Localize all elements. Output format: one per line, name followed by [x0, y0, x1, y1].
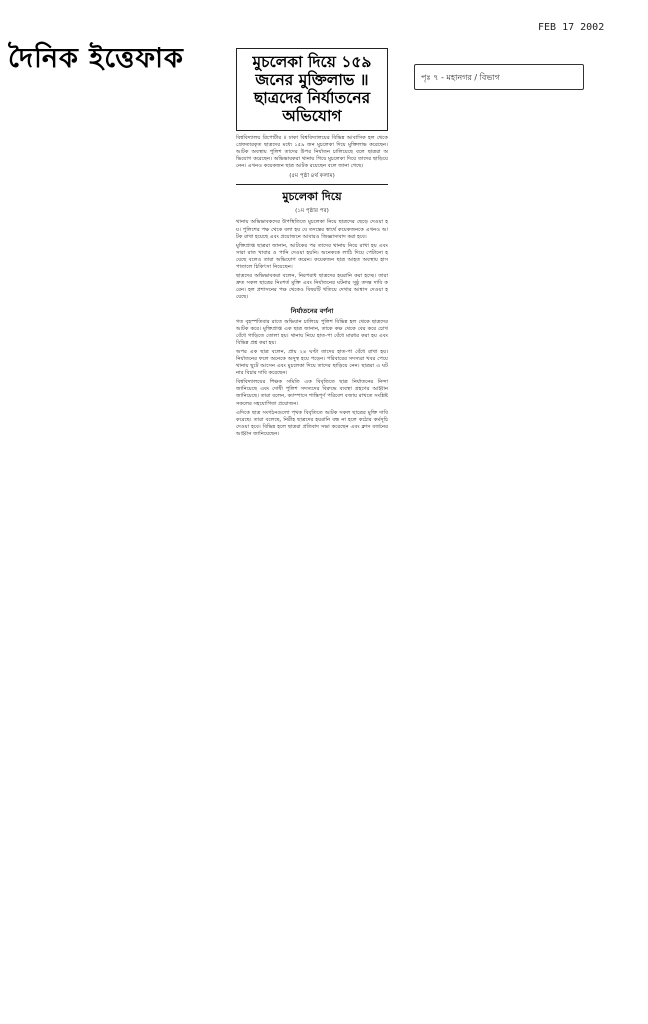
- continued-note: (৫ম পৃষ্ঠা ৪র্থ কলাম): [289, 173, 335, 180]
- continuation-subnote: (১ম পৃষ্ঠার পর): [295, 208, 329, 215]
- newspaper-masthead: দৈনিক ইত্তেফাক: [8, 43, 184, 74]
- section-heading: নির্যাতনের বর্ণনা: [290, 306, 334, 315]
- date-stamp: FEB 17 2002: [538, 22, 605, 33]
- article-intro: বিশ্ববিদ্যালয় রিপোর্টার ॥ ঢাকা বিশ্ববিদ্যালয়ের বিভিন্ন আবাসিক হল থেকে গ্রেফতারকৃত ছাত্রদের মধ্যে ১৫৯ জন মুচলেকা দিয়ে মুক্তিলাভ করেছেন। আটক অবস্থায় পুলিশ তাদের উপর নির্যাতন চালিয়েছে বলে ছাত্ররা অভিযোগ করেছেন। অভিভাবকরা থানায় গিয়ে মুচলেকা দিয়ে তাদের ছাড়িয়ে নেন। এখনও কয়েকজন ছাত্র আটক রয়েছেন বলে জানা গেছে।: [236, 135, 388, 170]
- continuation-divider: [236, 184, 388, 185]
- headline-box: [236, 48, 388, 131]
- section-paragraph: অপর এক ছাত্র বলেন, প্রায় ২৪ ঘণ্টা তাদের হাত-পা বেঁধে রাখা হয়। নির্যাতনের ফলে অনেকে অসুস্থ হয়ে পড়েন। পরিবারের সদস্যরা খবর পেয়ে থানায় ছুটে আসেন এবং মুচলেকা দিয়ে তাদের ছাড়িয়ে নেন। ছাত্ররা এ ঘটনার বিচার দাবি করেছেন।: [236, 348, 388, 377]
- article-paragraph: থানায় অভিভাবকদের উপস্থিতিতে মুচলেকা নিয়ে ছাত্রদের ছেড়ে দেওয়া হয়। পুলিশের পক্ষ থেকে বলা হয় যে তদন্তের স্বার্থে কয়েকজনকে এখনও আটক রাখা হয়েছে এবং প্রয়োজনে আবারও জিজ্ঞাসাবাদ করা হবে।: [236, 219, 388, 240]
- section-paragraph: বিশ্ববিদ্যালয়ের শিক্ষক সমিতি এক বিবৃতিতে ছাত্র নির্যাতনের নিন্দা জানিয়েছে এবং দোষী পুলিশ সদস্যদের বিরুদ্ধে ব্যবস্থা গ্রহণের আহ্বান জানিয়েছে। তারা বলেন, ক্যাম্পাসে শান্তিপূর্ণ পরিবেশ বজায় রাখতে সংশ্লিষ্ট সকলের সহযোগিতা প্রয়োজন।: [236, 379, 388, 407]
- article-paragraph: ছাত্রদের অভিভাবকরা বলেন, নিরপরাধ ছাত্রদের হয়রানি করা হচ্ছে। তারা দ্রুত সকল ছাত্রের নিঃশর্ত মুক্তি এবং নির্যাতনের ঘটনার সুষ্ঠু তদন্ত দাবি করেন। হল প্রশাসনের পক্ষ থেকেও বিষয়টি খতিয়ে দেখার আশ্বাস দেওয়া হয়েছে।: [236, 273, 388, 301]
- section-paragraph: এদিকে ছাত্র সংগঠনগুলো পৃথক বিবৃতিতে আটক সকল ছাত্রের মুক্তি দাবি করেছে। তারা বলেছে, নিরীহ ছাত্রদের হয়রানি বন্ধ না হলে কঠোর কর্মসূচি দেওয়া হবে। বিভিন্ন হলে ছাত্ররা প্রতিবাদ সভা করেছেন এবং ক্লাস বর্জনের আহ্বান জানিয়েছেন।: [236, 409, 388, 437]
- article-paragraph: মুক্তিপ্রাপ্ত ছাত্ররা জানান, আটকের পর তাদের থানায় নিয়ে রাখা হয় এবং সারা রাত খাবার ও পানি দেওয়া হয়নি। অনেককে লাঠি দিয়ে পেটানো হয়েছে বলেও তারা অভিযোগ করেন। কয়েকজন ছাত্র আহত অবস্থায় হাসপাতালে চিকিৎসা নিয়েছেন।: [236, 242, 388, 271]
- section-paragraph: গত বৃহস্পতিবার রাতে অভিযান চালিয়ে পুলিশ বিভিন্ন হল থেকে ছাত্রদের আটক করে। মুক্তিপ্রাপ্ত এক ছাত্র জানান, তাকে কক্ষ থেকে বের করে চোখ বেঁধে গাড়িতে তোলা হয়। থানায় নিয়ে হাত-পা বেঁধে মারধর করা হয় এবং বিভিন্ন প্রশ্ন করা হয়।: [236, 318, 388, 346]
- handwritten-note-box: পৃঃ ৭ - মহানগর / বিভাগ: [414, 64, 584, 90]
- article-column: [236, 48, 388, 1018]
- article-headline: মুচলেকা দিয়ে ১৫৯ জনের মুক্তিলাভ ॥ ছাত্রদের নির্যাতনের অভিযোগ: [252, 52, 372, 125]
- continuation-subheadline: মুচলেকা দিয়ে: [282, 190, 342, 204]
